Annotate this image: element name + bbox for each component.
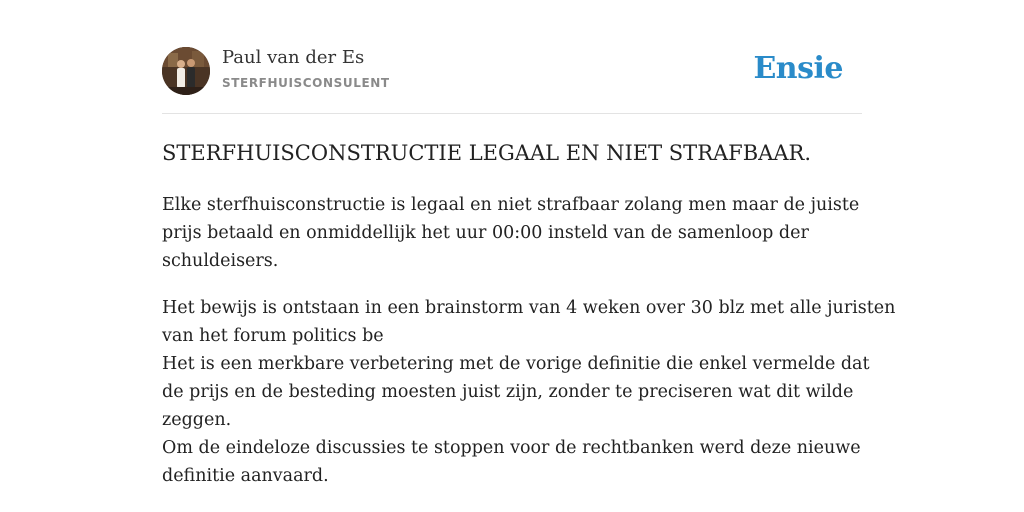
paragraph-line: de prijs en de besteding moesten juist zijn, zonder te preciseren wat dit wilde <box>162 382 854 402</box>
article-paragraph <box>162 294 896 490</box>
article-body <box>162 191 896 490</box>
article-title: STERFHUISCONSTRUCTIE LEGAAL EN NIET STRAFBAAR. <box>162 141 811 165</box>
article-paragraph <box>162 191 862 275</box>
paragraph-line: prijs betaald en onmiddellijk het uur 00:00 insteld van de samenloop der <box>162 223 809 243</box>
author-name[interactable]: Paul van der Es <box>222 47 365 68</box>
definition-card <box>162 46 896 509</box>
paragraph-line: zeggen. <box>162 410 232 430</box>
paragraph-line: Om de eindeloze discussies te stoppen voor de rechtbanken werd deze nieuwe <box>162 438 861 458</box>
card-header <box>162 46 862 114</box>
paragraph-line: schuldeisers. <box>162 251 279 271</box>
author-role: STERFHUISCONSULENT <box>222 76 390 90</box>
author-avatar[interactable] <box>162 47 210 95</box>
paragraph-line: Het bewijs is ontstaan in een brainstorm van 4 weken over 30 blz met alle juristen <box>162 298 896 318</box>
paragraph-line: definitie aanvaard. <box>162 466 329 486</box>
paragraph-line: van het forum politics be <box>162 326 384 346</box>
paragraph-line: Elke sterfhuisconstructie is legaal en niet strafbaar zolang men maar de juiste <box>162 195 860 215</box>
ensie-logo[interactable]: Ensie <box>753 51 843 86</box>
paragraph-line: Het is een merkbare verbetering met de vorige definitie die enkel vermelde dat <box>162 354 870 374</box>
author-photo-icon <box>162 47 210 95</box>
